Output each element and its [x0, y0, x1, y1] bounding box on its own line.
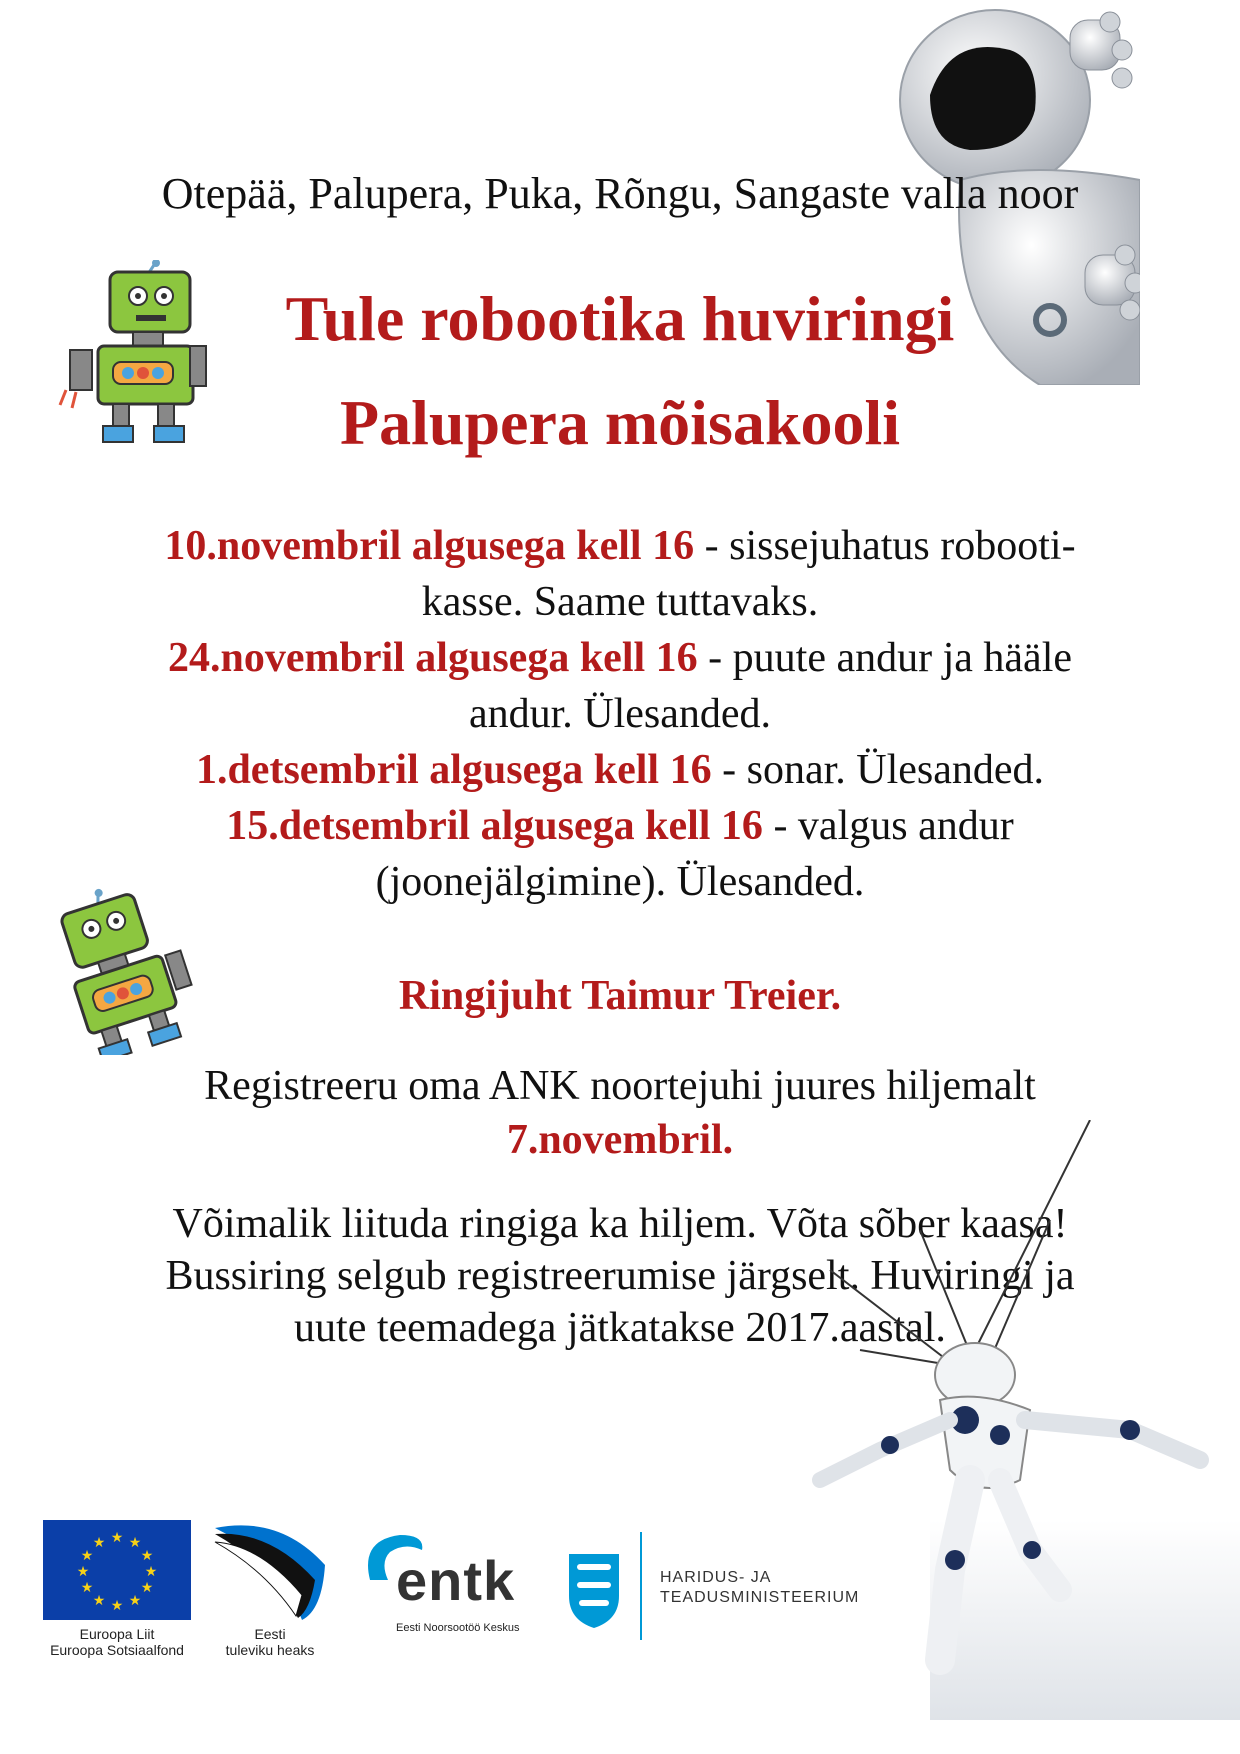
- session-date: 15.detsembril algusega kell 16: [226, 803, 763, 849]
- eesti-caption-1: Eesti: [254, 1626, 286, 1642]
- title-line-2: Palupera mõisakooli: [339, 387, 901, 458]
- entk-name: entk: [396, 1549, 516, 1612]
- entk-caption: Eesti Noorsootöö Keskus: [396, 1622, 520, 1634]
- title-line-1: Tule robootika huviringi: [285, 283, 955, 354]
- session-item-cont: andur. Ülesanded.: [468, 691, 772, 737]
- session-item: [70, 518, 1170, 574]
- svg-text:★: ★: [80, 1580, 94, 1596]
- session-date: 24.novembril algusega kell 16: [167, 635, 698, 681]
- ministry-divider: [640, 1532, 642, 1640]
- svg-text:★: ★: [110, 1598, 124, 1614]
- leader-line: Ringijuht Taimur Treier.: [398, 973, 842, 1019]
- humanoid-robot-illustration: [800, 1120, 1240, 1720]
- eu-flag-icon: [43, 1520, 191, 1620]
- svg-text:★: ★: [92, 1535, 106, 1551]
- svg-text:★: ★: [140, 1580, 154, 1596]
- closing-line: uute teemadega jätkatakse 2017.aastal.: [294, 1305, 946, 1351]
- session-list: [70, 518, 1170, 910]
- session-item-cont: kasse. Saame tuttavaks.: [421, 579, 819, 625]
- ministry-line-2: TEADUSMINISTEERIUM: [660, 1589, 860, 1606]
- session-date: 1.detsembril algusega kell 16: [195, 747, 712, 793]
- session-text: - valgus andur: [762, 803, 1014, 849]
- closing-line: Bussiring selgub registreerumise järgselt. Huviringi ja: [165, 1253, 1075, 1299]
- session-date: 10.novembril algusega kell 16: [164, 523, 695, 569]
- eesti-flag-wave-icon: [210, 1520, 330, 1624]
- ministry-line-1: HARIDUS- JA: [660, 1569, 772, 1586]
- session-item: [70, 798, 1170, 854]
- register-text: Registreeru oma ANK noortejuhi juures hiljemalt: [204, 1063, 1036, 1109]
- session-item: [70, 742, 1170, 798]
- session-item-cont: (joonejälgimine). Ülesanded.: [375, 859, 865, 905]
- intro-line: Otepää, Palupera, Puka, Rõngu, Sangaste valla noor: [161, 169, 1079, 218]
- svg-text:★: ★: [110, 1530, 124, 1546]
- closing-line: Võimalik liituda ringiga ka hiljem. Võta sõber kaasa!: [172, 1201, 1068, 1247]
- estonian-coat-of-arms-icon: [565, 1550, 623, 1630]
- session-item: [70, 630, 1170, 686]
- register-date: 7.novembril.: [506, 1117, 734, 1163]
- svg-text:★: ★: [76, 1564, 90, 1580]
- session-text: - puute andur ja hääle: [697, 635, 1073, 681]
- eesti-logo: [200, 1520, 340, 1658]
- eu-caption-1: Euroopa Liit: [79, 1626, 155, 1642]
- svg-text:★: ★: [80, 1548, 94, 1564]
- session-text: - sonar. Ülesanded.: [711, 747, 1045, 793]
- svg-text:★: ★: [144, 1564, 158, 1580]
- eesti-caption-2: tuleviku heaks: [225, 1642, 315, 1658]
- ministry-name: [660, 1568, 859, 1608]
- session-text: - sissejuhatus robooti-: [694, 523, 1076, 569]
- eu-logo: [42, 1520, 192, 1658]
- svg-text:★: ★: [128, 1593, 142, 1609]
- svg-text:★: ★: [128, 1535, 142, 1551]
- eu-caption-2: Euroopa Sotsiaalfond: [50, 1642, 184, 1658]
- svg-text:★: ★: [92, 1593, 106, 1609]
- svg-text:★: ★: [140, 1548, 154, 1564]
